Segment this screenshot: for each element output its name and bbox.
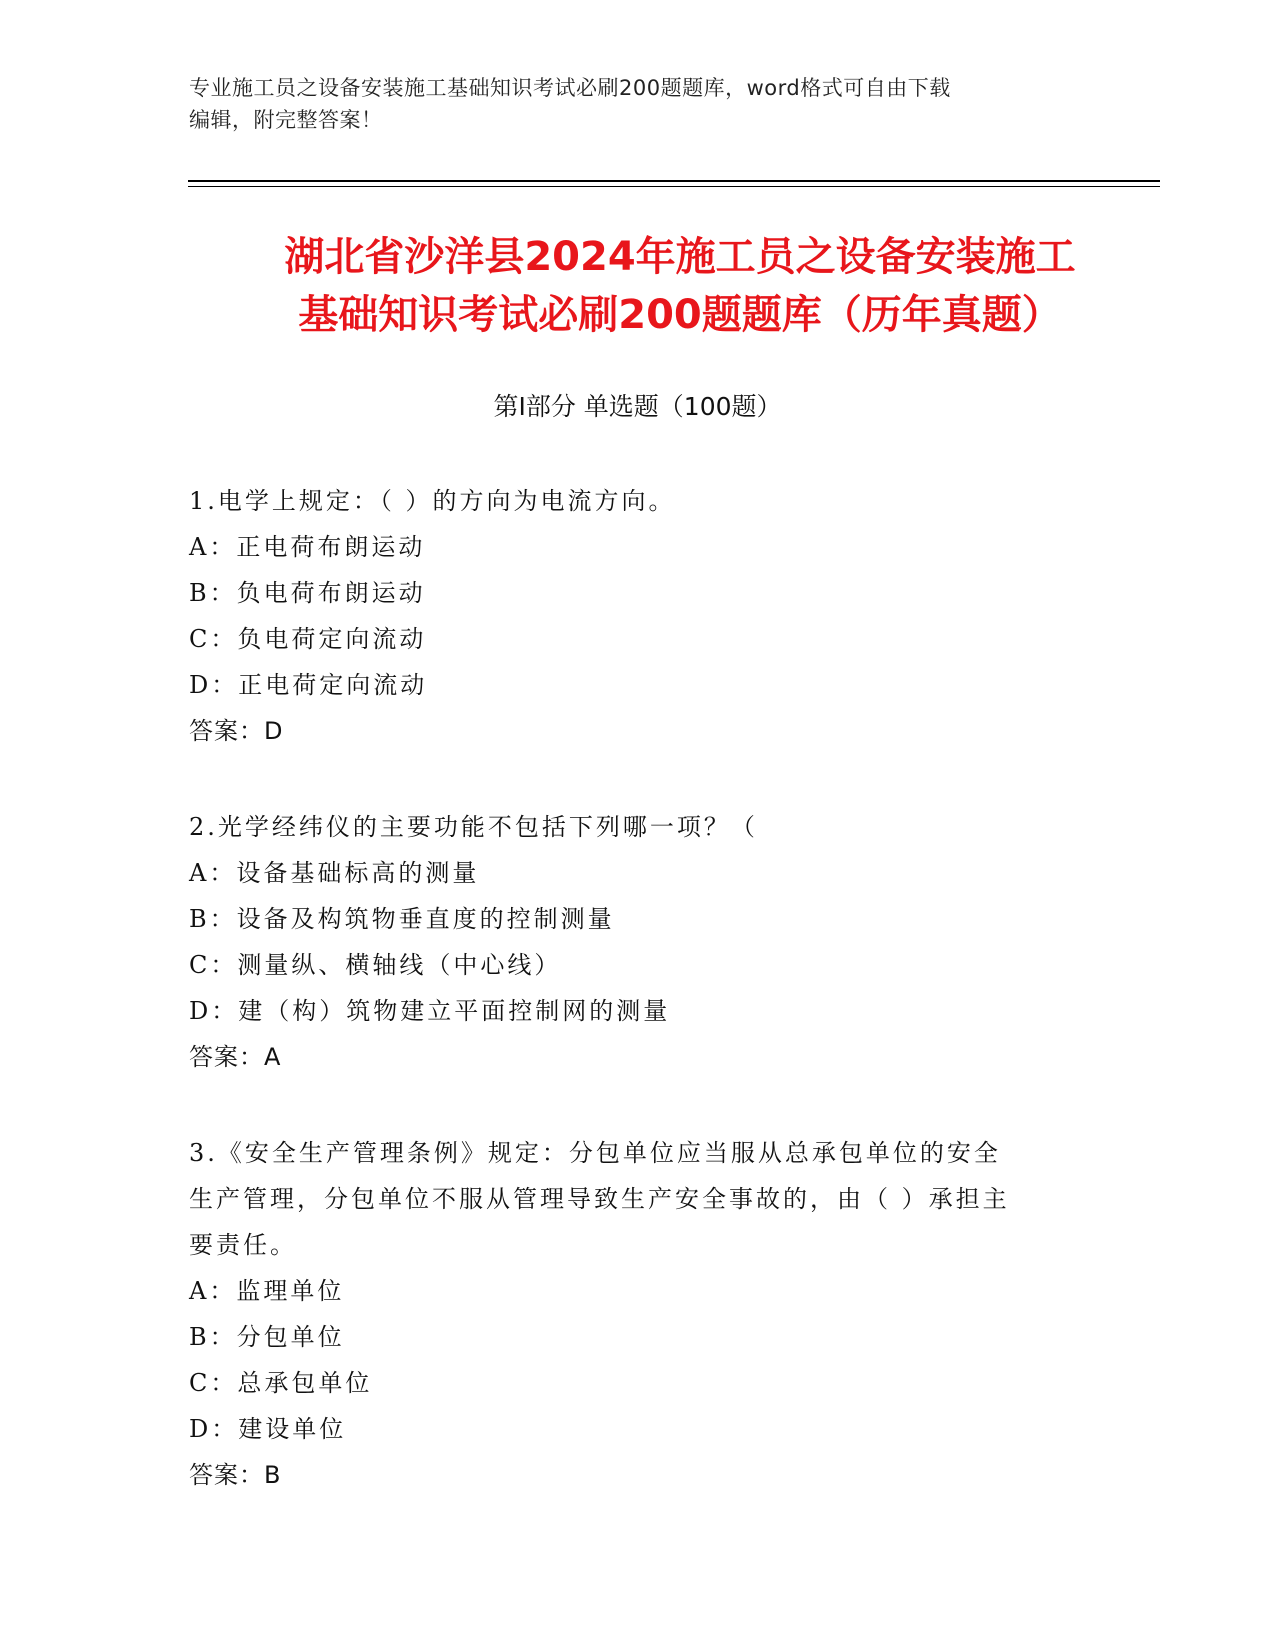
- header-note-line: 专业施工员之设备安装施工基础知识考试必刷200题题库，word格式可自由下载: [189, 76, 951, 100]
- question-list: [189, 478, 1069, 1548]
- question-text: 生产管理，分包单位不服从管理导致生产安全事故的，由（ ）承担主: [189, 1185, 1010, 1213]
- header-divider: [188, 180, 1160, 182]
- header-divider-thin: [188, 186, 1160, 187]
- option-b: B：分包单位: [189, 1323, 345, 1351]
- question-text: 2.光学经纬仪的主要功能不包括下列哪一项？（: [189, 813, 758, 841]
- answer-text: 答案：A: [189, 1043, 282, 1071]
- option-a: A：设备基础标高的测量: [189, 859, 480, 887]
- option-c: C：总承包单位: [189, 1369, 373, 1397]
- option-d: D：建设单位: [189, 1415, 347, 1443]
- option-b: B：负电荷布朗运动: [189, 579, 426, 607]
- option-a: A：正电荷布朗运动: [189, 533, 426, 561]
- question-item: [189, 804, 1069, 1080]
- option-d: D：正电荷定向流动: [189, 671, 428, 699]
- question-item: [189, 478, 1069, 754]
- document-title-line: 湖北省沙洋县2024年施工员之设备安装施工: [284, 234, 1076, 280]
- question-text: 要责任。: [189, 1231, 297, 1259]
- answer-text: 答案：D: [189, 717, 284, 745]
- answer-text: 答案：B: [189, 1461, 282, 1489]
- option-b: B：设备及构筑物垂直度的控制测量: [189, 905, 615, 933]
- question-item: [189, 1130, 1069, 1498]
- header-note: [189, 72, 1089, 136]
- option-d: D：建（构）筑物建立平面控制网的测量: [189, 997, 671, 1025]
- section-title: 第Ⅰ部分 单选题（100题）: [493, 392, 782, 421]
- option-c: C：负电荷定向流动: [189, 625, 427, 653]
- option-a: A：监理单位: [189, 1277, 345, 1305]
- document-title-line: 基础知识考试必刷200题题库（历年真题）: [298, 292, 1062, 338]
- question-text: 3.《安全生产管理条例》规定：分包单位应当服从总承包单位的安全: [189, 1139, 1001, 1167]
- option-c: C：测量纵、横轴线（中心线）: [189, 951, 562, 979]
- header-note-line: 编辑，附完整答案！: [189, 108, 383, 132]
- question-text: 1.电学上规定：（ ）的方向为电流方向。: [189, 487, 676, 515]
- document-title: [180, 228, 1180, 344]
